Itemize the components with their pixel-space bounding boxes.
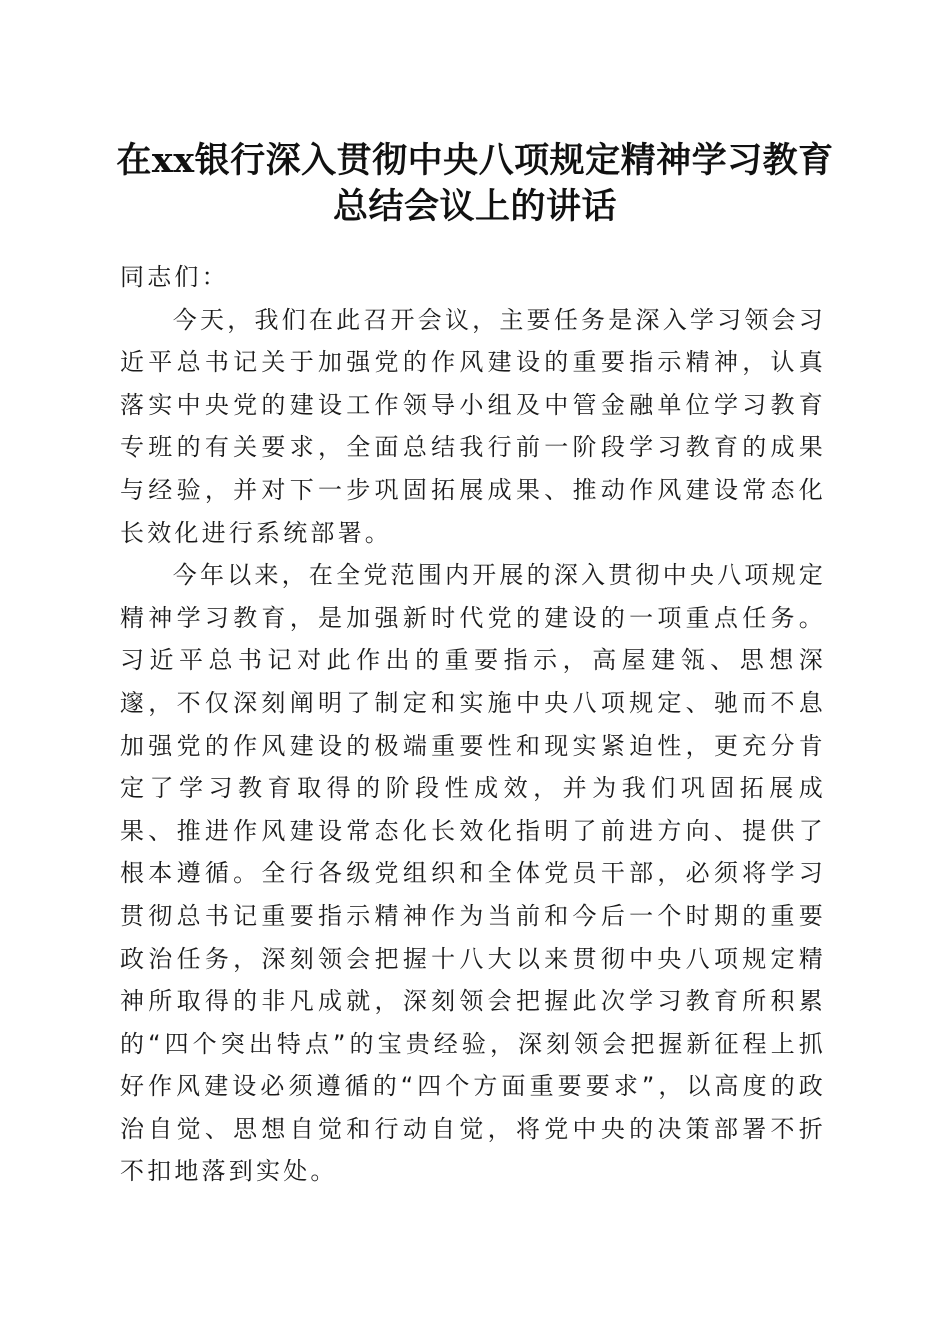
paragraph-2: 今年以来，在全党范围内开展的深入贯彻中央八项规定精神学习教育，是加强新时代党的建设的一项重点任务。习近平总书记对此作出的重要指示，高屋建瓴、思想深邃，不仅深刻阐明了制定和实施中央八项规定、驰而不息加强党的作风建设的极端重要性和现实紧迫性，更充分肯定了学习教育取得的阶段性成效，并为我们巩固拓展成果、推进作风建设常态化长效化指明了前进方向、提供了根本遵循。全行各级党组织和全体党员干部，必须将学习贯彻总书记重要指示精神作为当前和今后一个时期的重要政治任务，深刻领会把握十八大以来贯彻中央八项规定精神所取得的非凡成就，深刻领会把握此次学习教育所积累的“四个突出特点”的宝贵经验，深刻领会把握新征程上抓好作风建设必须遵循的“四个方面重要要求”，以高度的政治自觉、思想自觉和行动自觉，将党中央的决策部署不折不扣地落到实处。	[120, 561, 826, 1186]
document-title: 在xx银行深入贯彻中央八项规定精神学习教育总结会议上的讲话	[116, 140, 834, 227]
document-body	[120, 256, 826, 1193]
paragraph-1: 今天，我们在此召开会议，主要任务是深入学习领会习近平总书记关于加强党的作风建设的重要指示精神，认真落实中央党的建设工作领导小组及中管金融单位学习教育专班的有关要求，全面总结我行前一阶段学习教育的成果与经验，并对下一步巩固拓展成果、推动作风建设常态化长效化进行系统部署。	[120, 305, 826, 547]
salutation: 同志们：	[120, 263, 229, 291]
